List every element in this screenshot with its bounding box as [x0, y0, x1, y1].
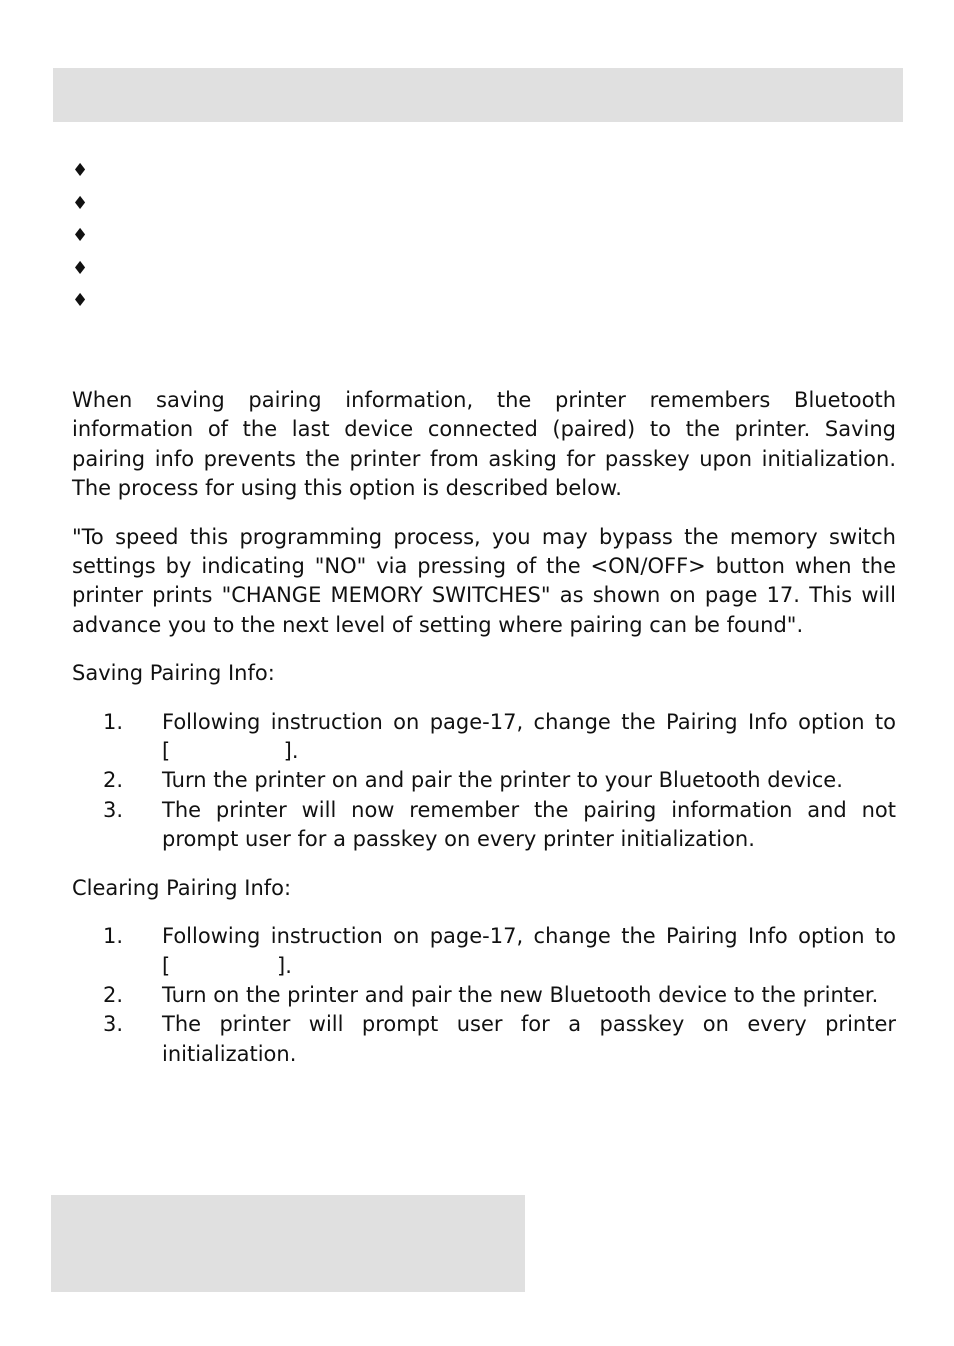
step-text: Following instruction on page-17, change the Pairing Info option to [ ]. [162, 924, 896, 978]
document-body [72, 386, 896, 1088]
note-paragraph: "To speed this programming process, you may bypass the memory switch settings by indicating "NO" via pressing of the <ON/OFF> button when the printer prints "CHANGE MEMORY SWITCHES" as shown on page 17. This will advance you to the next level of setting where pairing can be found". [72, 524, 896, 637]
bullet-item: ♦ [72, 290, 89, 311]
list-item [72, 981, 896, 1010]
step-number: 3. [103, 797, 124, 822]
bullet-item: ♦ [72, 225, 89, 246]
step-number: 3. [103, 1012, 124, 1037]
saving-steps [72, 708, 896, 855]
bullet-item: ♦ [72, 257, 89, 279]
bullet-item: ♦ [72, 160, 89, 181]
step-number: 2. [103, 982, 124, 1007]
step-text: Turn the printer on and pair the printer to your Bluetooth device. [162, 768, 843, 793]
footer-band [51, 1195, 525, 1292]
step-text: Following instruction on page-17, change the Pairing Info option to [ ]. [162, 709, 896, 764]
list-item [72, 922, 896, 981]
step-number: 1. [103, 709, 124, 734]
saving-heading: Saving Pairing Info: [72, 661, 275, 686]
list-item [72, 1010, 896, 1069]
clearing-heading: Clearing Pairing Info: [72, 875, 292, 900]
list-item [72, 796, 896, 855]
list-item [72, 766, 896, 795]
step-number: 2. [103, 768, 124, 793]
list-item [72, 708, 896, 767]
step-number: 1. [103, 924, 124, 949]
clearing-steps [72, 922, 896, 1069]
bullet-list [72, 155, 88, 318]
step-text: Turn on the printer and pair the new Bluetooth device to the printer. [162, 982, 879, 1007]
step-text: The printer will prompt user for a passkey on every printer initialization. [162, 1012, 896, 1066]
bullet-item: ♦ [72, 192, 89, 214]
step-text: The printer will now remember the pairing information and not prompt user for a passkey on every printer initialization. [162, 797, 896, 852]
header-band [53, 68, 903, 122]
intro-paragraph: When saving pairing information, the printer remembers Bluetooth information of the last device connected (paired) to the printer. Saving pairing info prevents the printer from asking for passkey upon initialization. The process for using this option is described below. [72, 388, 896, 501]
